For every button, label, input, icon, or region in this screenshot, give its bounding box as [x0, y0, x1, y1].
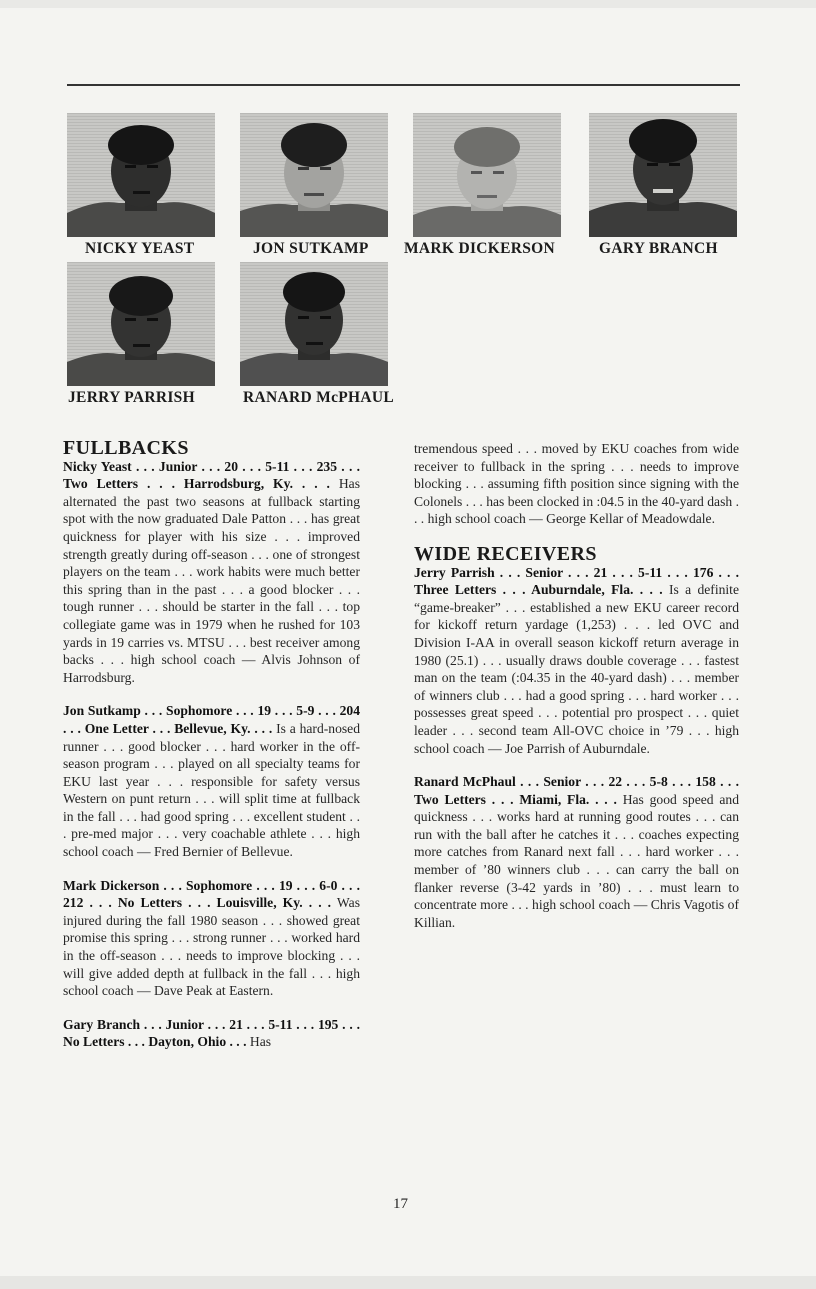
caption-ranard-mcphaul: RANARD McPHAUL: [243, 389, 394, 406]
player-photo-mark-dickerson: [413, 113, 561, 237]
header-rule: [67, 84, 740, 86]
caption-nicky-yeast: NICKY YEAST: [85, 240, 195, 257]
player-bio: Is a definite “game-breaker” . . . established a new EKU career record for kickoff return yardage (1,253) . . . led OVC and Division I-AA in overall season kickoff return average in 1980 (25.1) . . . usually draws double coverage . . . fastest man on the team (:04.35 in the 40-yard dash) . . . member of winners club . . . had a good spring . . . hard worker . . . possesses great speed . . . potential pro prospect . . . quiet leader . . . second team All-OVC choice in ’79 . . . high school coach — Joe Parrish of Auburndale.: [414, 582, 739, 756]
player-bio: Has good speed and quickness . . . works hard at running good routes . . . can run with the ball after he catches it . . . coaches expecting more catches from Ranard next fall . . . hard worker . . . member of ’80 winners club . . . can carry the ball on flanker reverse (3-42 yards in ’80) . . . must learn to concentrate more . . . high school coach — Chris Vagotis of Killian.: [414, 791, 739, 930]
caption-gary-branch: GARY BRANCH: [599, 240, 718, 257]
caption-jon-sutkamp: JON SUTKAMP: [253, 240, 369, 257]
player-bio: Was injured during the fall 1980 season . . . showed great promise this spring . . . strong runner . . . worked hard in the off-season . . . needs to improve blocking . . . will give added depth at fullback in the fall . . . high school coach — Dave Peak at Eastern.: [63, 895, 360, 999]
caption-jerry-parrish: JERRY PARRISH: [68, 389, 195, 406]
player-bio: Has alternated the past two seasons at fullback starting spot with the now graduated Dale Patton . . . has great quickness for player with his size . . . improved strength greatly during off-season . . . one of strongest players on the team . . . work habits were much better this spring than in the past . . . a good blocker . . . tough runner . . . should be starter in the fall . . . top collegiate game was in 1979 when he rushed for 103 yards in 19 carries vs. MTSU . . . best receiver among backs . . . high school coach — Alvis Johnson of Harrodsburg.: [63, 476, 360, 685]
player-entry-jerry-parrish: [414, 564, 739, 758]
player-header: Ranard McPhaul . . . Senior . . . 22 . . . 5-8 . . . 158 . . . Two Letters . . . Miami, Fla. . . .: [414, 774, 739, 807]
player-bio: Is a hard-nosed runner . . . good blocker . . . hard worker in the off-season program . . . played on all specialty teams for EKU last year . . . responsible for safety versus Western on punt return . . . will split time at fullback in the fall . . . had good spring . . . excellent student . . . pre-med major . . . very coachable athlete . . . high school coach — Fred Bernier of Bellevue.: [63, 720, 360, 860]
player-photo-nicky-yeast: [67, 113, 215, 237]
player-entry-jon-sutkamp: [63, 702, 360, 860]
player-bio: Has: [249, 1034, 272, 1050]
player-photo-ranard-mcphaul: [240, 262, 388, 386]
caption-mark-dickerson: MARK DICKERSON: [404, 240, 556, 257]
scan-edge-top: [0, 0, 816, 8]
player-header: Mark Dickerson . . . Sophomore . . . 19 . . . 6-0 . . . 212 . . . No Letters . . . Louisville, Ky. . . .: [63, 877, 360, 911]
player-header: Jon Sutkamp . . . Sophomore . . . 19 . . . 5-9 . . . 204 . . . One Letter . . . Bellevue, Ky. . . .: [63, 703, 360, 736]
player-photo-jerry-parrish: [67, 262, 215, 386]
player-photo-gary-branch: [589, 113, 737, 237]
section-heading-wide-receivers: WIDE RECEIVERS: [414, 542, 597, 565]
player-entry-ranard-mcphaul: [414, 773, 739, 931]
section-heading-fullbacks: FULLBACKS: [63, 437, 189, 459]
left-column: [63, 437, 360, 1067]
player-entry-gary-branch: [63, 1016, 360, 1051]
gary-branch-continuation: tremendous speed . . . moved by EKU coaches from wide receiver to fullback in the spring . . . needs to improve blocking . . . assuming fifth position since signing with the Colonels . . . has been clocked in :04.5 in the 40-yard dash . . . high school coach — George Kellar of Meadowdale.: [414, 441, 739, 527]
scan-edge-bottom: [0, 1276, 816, 1289]
right-column: [414, 440, 739, 947]
player-header: Nicky Yeast . . . Junior . . . 20 . . . 5-11 . . . 235 . . . Two Letters . . . Harrodsburg, Ky. . . .: [63, 458, 360, 492]
player-entry-nicky-yeast: [63, 458, 360, 687]
player-header: Gary Branch . . . Junior . . . 21 . . . 5-11 . . . 195 . . . No Letters . . . Dayton, Ohio . . .: [63, 1016, 360, 1050]
player-photo-jon-sutkamp: [240, 113, 388, 237]
page-number: 17: [393, 1196, 408, 1212]
player-header: Jerry Parrish . . . Senior . . . 21 . . . 5-11 . . . 176 . . . Three Letters . . . Auburndale, Fla. . . .: [414, 564, 739, 598]
player-entry-mark-dickerson: [63, 877, 360, 1000]
